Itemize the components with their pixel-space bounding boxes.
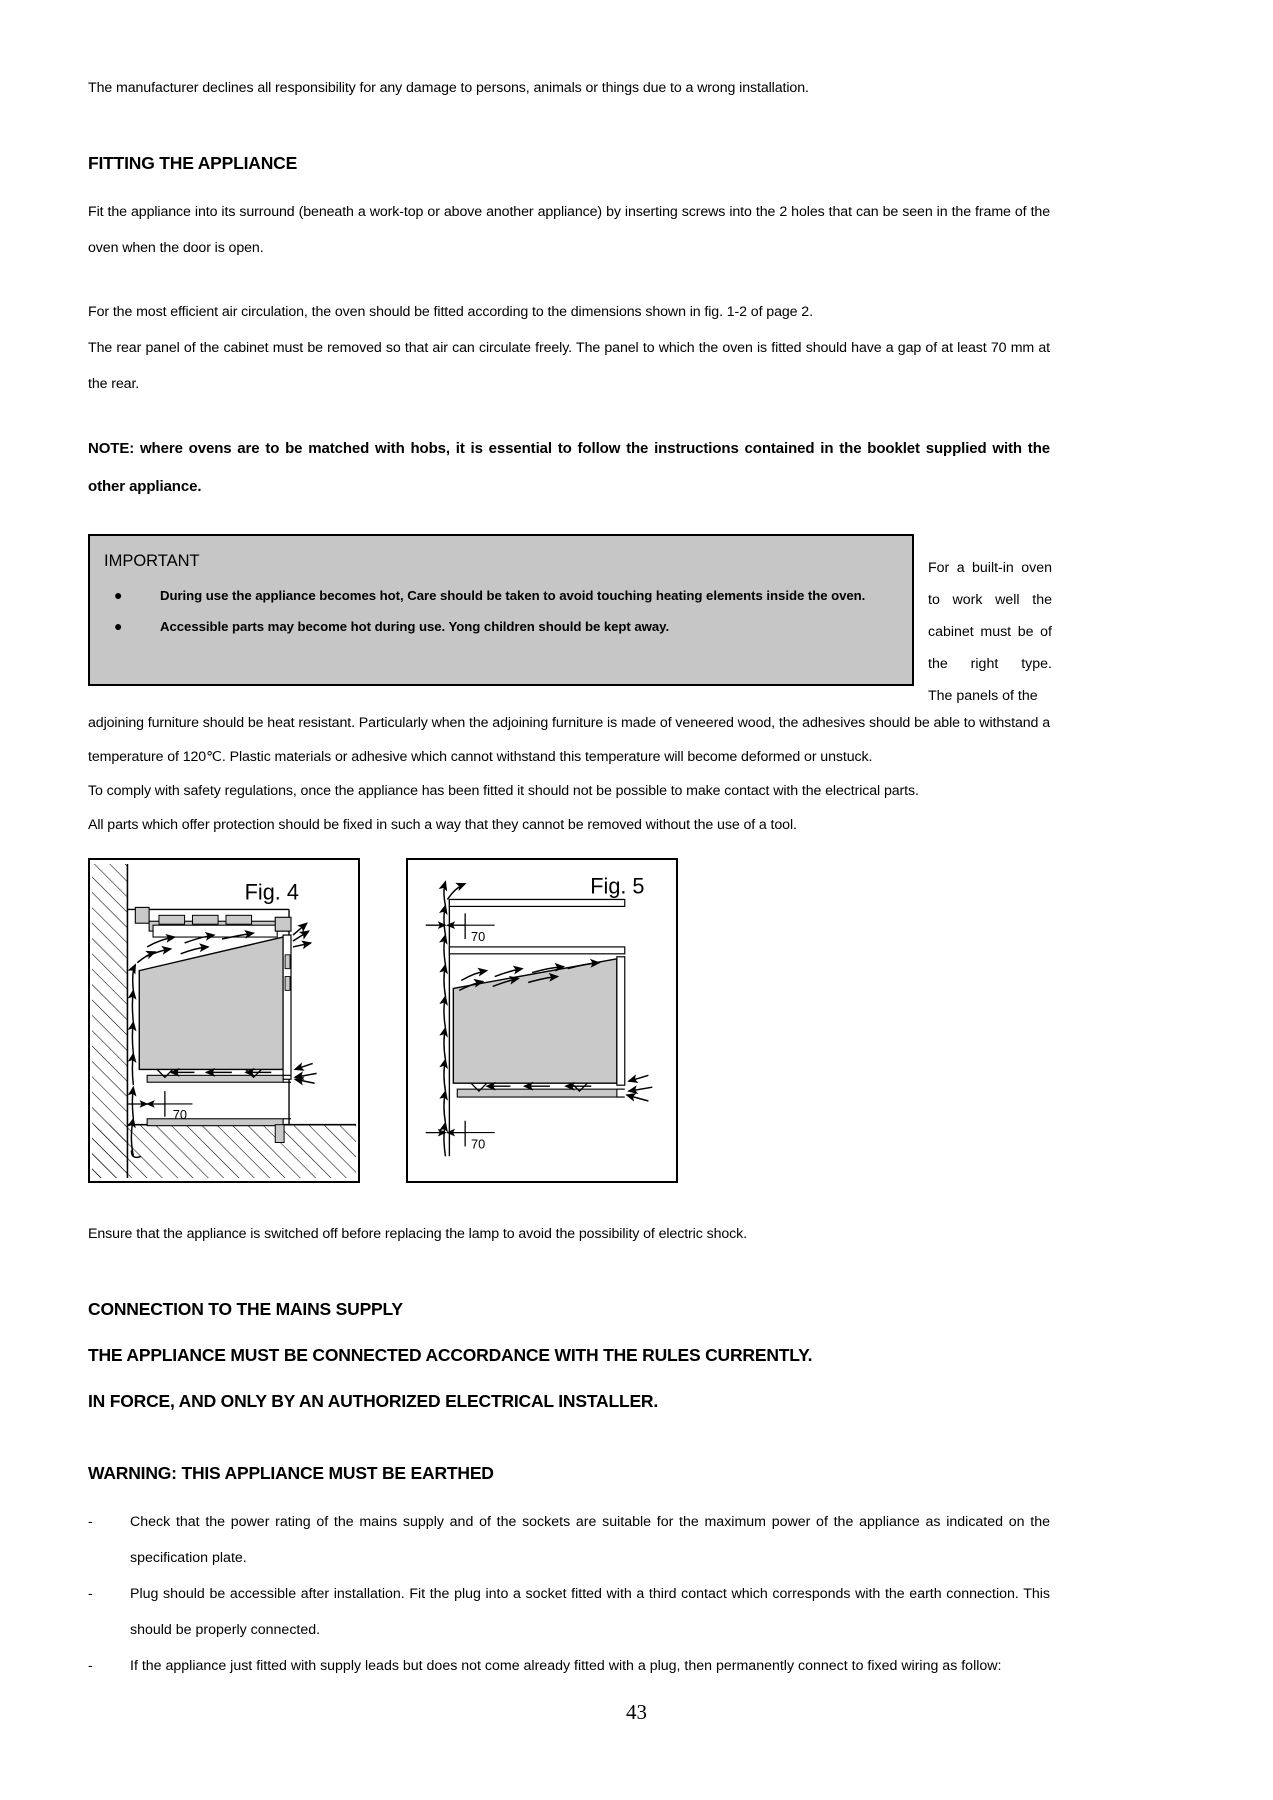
mains-item-text: Check that the power rating of the mains supply and of the sockets are suitable for the maximum power of the appliance as indicated on the specification plate. [130,1514,1050,1566]
dash-bullet-icon: - [88,1586,93,1602]
dash-bullet-icon: - [88,1514,93,1530]
figure-5 [406,858,678,1183]
wrap-line: For a built-in oven [928,560,1052,576]
fitting-paragraph-3: The rear panel of the cabinet must be removed so that air can circulate freely. The panel to which the oven is fitted should have a gap of at least 70 mm at the rear. [88,340,1050,392]
important-box-row [88,534,1050,706]
after-box-paragraph-1: adjoining furniture should be heat resistant. Particularly when the adjoining furniture is made of veneered wood, the adhesives should be able to withstand a temperature of 120℃. Plastic materials or adhesive which cannot withstand this temperature will become deformed or unstuck. [88,715,1050,765]
mains-list-item [88,1648,1050,1684]
wrap-line: cabinet must be of [928,624,1052,640]
bullet-icon: ● [114,618,123,634]
bullet-icon: ● [114,587,123,603]
mains-item-text: Plug should be accessible after installation. Fit the plug into a socket fitted with a third contact which corresponds with the earth connection. This should be properly connected. [130,1586,1050,1638]
lamp-warning-paragraph: Ensure that the appliance is switched off before replacing the lamp to avoid the possibility of electric shock. [88,1226,747,1242]
fitting-paragraph-2: For the most efficient air circulation, the oven should be fitted according to the dimensions shown in fig. 1-2 of page 2. [88,304,813,320]
figure-4 [88,858,360,1183]
important-callout-box [88,534,914,686]
dash-bullet-icon: - [88,1658,93,1674]
fig4-dimension-label: 70 [172,1106,188,1122]
wrap-line: the right type. [928,656,1052,672]
important-item-text: Accessible parts may become hot during use. Yong children should be kept away. [160,619,670,634]
after-box-paragraph-3: All parts which offer protection should be fixed in such a way that they cannot be removed without the use of a tool. [88,817,797,833]
heading-warning-earthed: WARNING: THIS APPLIANCE MUST BE EARTHED [88,1463,494,1483]
heading-connection-to-mains: CONNECTION TO THE MAINS SUPPLY [88,1299,403,1319]
page-number: 43 [626,1700,647,1724]
intro-paragraph: The manufacturer declines all responsibility for any damage to persons, animals or things due to a wrong installation. [88,80,809,96]
wrap-around-text-column [928,552,1052,712]
fig5-label: Fig. 5 [590,873,645,899]
important-title: IMPORTANT [104,552,200,570]
mains-rule-line-2: IN FORCE, AND ONLY BY AN AUTHORIZED ELECTRICAL INSTALLER. [88,1391,659,1411]
mains-item-text: If the appliance just fitted with supply leads but does not come already fitted with a plug, then permanently connect to fixed wiring as follow: [130,1658,1002,1674]
figures-row [88,858,1050,1188]
important-bullet-list [104,580,898,642]
fig5-dimension-label-bottom: 70 [471,1136,486,1152]
fig5-dimension-label-top: 70 [471,928,486,944]
mains-rule-line-1: THE APPLIANCE MUST BE CONNECTED ACCORDANCE WITH THE RULES CURRENTLY. [88,1345,813,1365]
after-box-paragraph-2: To comply with safety regulations, once the appliance has been fitted it should not be possible to make contact with the electrical parts. [88,783,919,799]
fitting-paragraph-1: Fit the appliance into its surround (beneath a work-top or above another appliance) by inserting screws into the 2 holes that can be seen in the frame of the oven when the door is open. [88,204,1050,256]
page-content [88,70,1050,1684]
wrap-line: The panels of the [928,688,1038,704]
important-list-item [104,580,898,611]
important-item-text: During use the appliance becomes hot, Care should be taken to avoid touching heating elements inside the oven. [160,588,866,603]
mains-list-item [88,1576,1050,1648]
heading-fitting-the-appliance: FITTING THE APPLIANCE [88,153,298,173]
fig4-label: Fig. 4 [244,879,299,905]
important-list-item [104,611,898,642]
wrap-line: to work well the [928,592,1052,608]
mains-list-item [88,1504,1050,1576]
fitting-note: NOTE: where ovens are to be matched with hobs, it is essential to follow the instructions contained in the booklet supplied with the other appliance. [88,440,1050,495]
